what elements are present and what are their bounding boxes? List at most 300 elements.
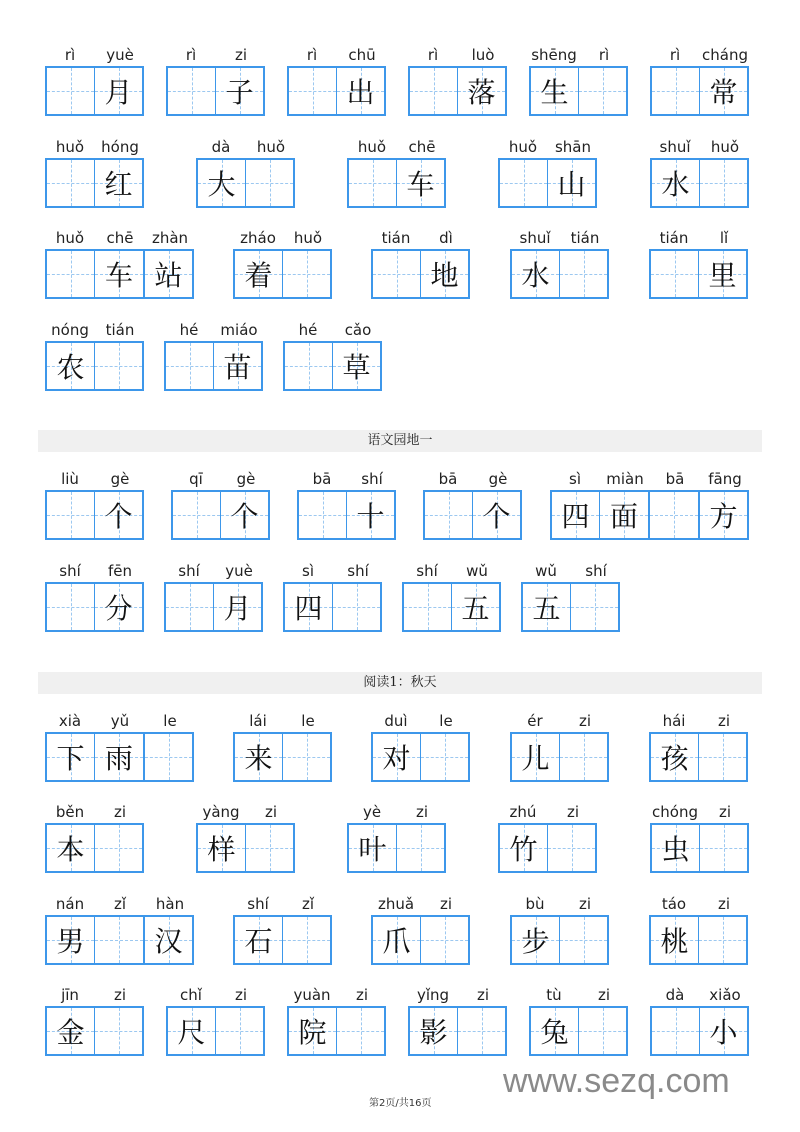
- tianzige-box-filled: [521, 582, 571, 632]
- hanzi-char: 农: [56, 351, 85, 384]
- tianzige-box-blank[interactable]: [650, 66, 700, 116]
- pinyin-label: wǔ: [466, 562, 488, 580]
- char-cell: [649, 893, 699, 965]
- tianzige-box-filled: [699, 490, 749, 540]
- char-cell: [650, 44, 700, 116]
- pinyin-label: zi: [717, 712, 731, 730]
- tianzige-box-blank[interactable]: [396, 823, 446, 873]
- tianzige-box-filled: [650, 823, 700, 873]
- pinyin-label: hàn: [155, 895, 185, 913]
- char-cell: [166, 44, 216, 116]
- char-cell: [216, 44, 266, 116]
- pinyin-label: huǒ: [55, 138, 85, 156]
- hanzi-char: 院: [298, 1016, 327, 1049]
- char-cell: [347, 468, 397, 540]
- pinyin-label: yǐng: [416, 986, 450, 1004]
- hanzi-char: 站: [154, 259, 183, 292]
- hanzi-char: [699, 734, 746, 780]
- tianzige-box-filled: [396, 158, 446, 208]
- tianzige-box-filled: [371, 732, 421, 782]
- char-cell: [579, 44, 629, 116]
- tianzige-box-blank[interactable]: [94, 823, 144, 873]
- char-cell: [371, 893, 421, 965]
- tianzige-box-blank[interactable]: [698, 915, 748, 965]
- tianzige-box-blank[interactable]: [649, 490, 699, 540]
- word-group: [371, 893, 471, 965]
- char-cell: [571, 560, 621, 632]
- tianzige-box-filled: [213, 341, 263, 391]
- pinyin-label: shí: [178, 562, 200, 580]
- char-cell: [283, 227, 333, 299]
- hanzi-char: [500, 160, 547, 206]
- tianzige-box-blank[interactable]: [245, 158, 295, 208]
- tianzige-box-blank[interactable]: [215, 1006, 265, 1056]
- tianzige-box-blank[interactable]: [282, 249, 332, 299]
- char-cell: [233, 893, 283, 965]
- tianzige-box-filled: [166, 1006, 216, 1056]
- tianzige-box-blank[interactable]: [570, 582, 620, 632]
- char-cell: [498, 136, 548, 208]
- tianzige-box-blank[interactable]: [45, 66, 95, 116]
- char-cell: [408, 984, 458, 1056]
- char-cell: [699, 227, 749, 299]
- char-cell: [510, 227, 560, 299]
- char-cell: [233, 227, 283, 299]
- hanzi-char: [47, 160, 94, 206]
- tianzige-box-filled: [94, 158, 144, 208]
- char-cell: [347, 136, 397, 208]
- hanzi-char: [650, 492, 698, 538]
- tianzige-box-blank[interactable]: [559, 915, 609, 965]
- tianzige-box-blank[interactable]: [94, 341, 144, 391]
- char-cell: [45, 560, 95, 632]
- char-cell: [402, 560, 452, 632]
- hanzi-char: 尺: [177, 1016, 206, 1049]
- pinyin-label: zi: [355, 986, 369, 1004]
- hanzi-char: [166, 584, 213, 630]
- pinyin-label: hé: [179, 321, 199, 339]
- word-group: [510, 893, 610, 965]
- hanzi-char: 子: [225, 76, 254, 109]
- word-group: [371, 227, 471, 299]
- char-cell: [145, 893, 195, 965]
- tianzige-box-filled: [347, 823, 397, 873]
- char-cell: [45, 893, 95, 965]
- tianzige-box-filled: [451, 582, 501, 632]
- char-cell: [333, 560, 383, 632]
- hanzi-char: [652, 68, 699, 114]
- char-cell: [283, 319, 333, 391]
- word-group: [408, 984, 508, 1056]
- hanzi-char: 四: [561, 500, 590, 533]
- word-group: [510, 710, 610, 782]
- tianzige-box-blank[interactable]: [336, 1006, 386, 1056]
- char-cell: [95, 984, 145, 1056]
- tianzige-box-filled: [233, 915, 283, 965]
- hanzi-char: 步: [521, 925, 550, 958]
- pinyin-label: dà: [665, 986, 685, 1004]
- pinyin-label: luò: [471, 46, 495, 64]
- tianzige-box-blank[interactable]: [171, 490, 221, 540]
- hanzi-char: 大: [207, 168, 236, 201]
- word-group: [650, 44, 750, 116]
- hanzi-char: [700, 825, 747, 871]
- hanzi-char: 爪: [382, 925, 411, 958]
- tianzige-box-filled: [94, 249, 144, 299]
- hanzi-char: [47, 584, 94, 630]
- tianzige-box-blank[interactable]: [559, 732, 609, 782]
- hanzi-char: 生: [540, 76, 569, 109]
- char-cell: [397, 801, 447, 873]
- tianzige-box-filled: [233, 732, 283, 782]
- tianzige-box-filled: [698, 249, 748, 299]
- pinyin-label: chóng: [652, 803, 698, 821]
- char-cell: [560, 227, 610, 299]
- char-cell: [45, 801, 95, 873]
- pinyin-label: zi: [415, 803, 429, 821]
- hanzi-char: 常: [709, 76, 738, 109]
- char-cell: [650, 984, 700, 1056]
- word-group: [233, 227, 333, 299]
- char-cell: [283, 893, 333, 965]
- tianzige-box-blank[interactable]: [166, 66, 216, 116]
- word-group: [283, 319, 383, 391]
- pinyin-label: shí: [59, 562, 81, 580]
- tianzige-box-blank[interactable]: [144, 732, 194, 782]
- tianzige-box-blank[interactable]: [283, 341, 333, 391]
- tianzige-box-blank[interactable]: [164, 341, 214, 391]
- char-cell: [221, 468, 271, 540]
- hanzi-char: 雨: [104, 742, 133, 775]
- hanzi-char: [404, 584, 451, 630]
- hanzi-char: [421, 734, 468, 780]
- tianzige-box-blank[interactable]: [457, 1006, 507, 1056]
- tianzige-box-blank[interactable]: [332, 582, 382, 632]
- pinyin-label: rì: [427, 46, 439, 64]
- hanzi-char: 叶: [358, 833, 387, 866]
- tianzige-box-filled: [94, 66, 144, 116]
- word-group: [45, 319, 145, 391]
- char-cell: [700, 44, 750, 116]
- tianzige-box-filled: [94, 490, 144, 540]
- tianzige-box-filled: [45, 732, 95, 782]
- tianzige-box-filled: [371, 915, 421, 965]
- tianzige-box-blank[interactable]: [287, 66, 337, 116]
- tianzige-box-blank[interactable]: [94, 915, 144, 965]
- hanzi-char: [95, 343, 142, 389]
- pinyin-label: fāng: [708, 470, 742, 488]
- char-cell: [458, 984, 508, 1056]
- word-group: [498, 801, 598, 873]
- tianzige-box-filled: [332, 341, 382, 391]
- tianzige-box-blank[interactable]: [559, 249, 609, 299]
- page-number: 第2页/共16页: [369, 1098, 432, 1109]
- tianzige-box-filled: [213, 582, 263, 632]
- char-cell: [560, 710, 610, 782]
- pinyin-label: lǐ: [719, 229, 729, 247]
- pinyin-label: huǒ: [710, 138, 740, 156]
- pinyin-label: zi: [234, 986, 248, 1004]
- pinyin-label: zǐ: [301, 895, 315, 913]
- char-cell: [246, 136, 296, 208]
- hanzi-char: 方: [709, 500, 738, 533]
- hanzi-char: 个: [104, 500, 133, 533]
- hanzi-char: [397, 825, 444, 871]
- pinyin-label: sì: [569, 470, 581, 488]
- hanzi-char: 面: [609, 500, 638, 533]
- hanzi-char: 儿: [521, 742, 550, 775]
- tianzige-box-blank[interactable]: [420, 732, 470, 782]
- char-cell: [700, 136, 750, 208]
- tianzige-box-blank[interactable]: [578, 66, 628, 116]
- hanzi-char: 下: [56, 742, 85, 775]
- pinyin-label: hé: [298, 321, 318, 339]
- char-cell: [600, 468, 650, 540]
- pinyin-label: le: [439, 712, 453, 730]
- word-group: [166, 44, 266, 116]
- tianzige-box-blank[interactable]: [498, 158, 548, 208]
- pinyin-label: shēng: [531, 46, 577, 64]
- hanzi-char: 车: [104, 259, 133, 292]
- hanzi-char: 着: [244, 259, 273, 292]
- pinyin-label: huǒ: [508, 138, 538, 156]
- pinyin-label: bù: [525, 895, 545, 913]
- tianzige-box-blank[interactable]: [578, 1006, 628, 1056]
- tianzige-box-blank[interactable]: [297, 490, 347, 540]
- char-cell: [45, 44, 95, 116]
- pinyin-label: miáo: [220, 321, 258, 339]
- pinyin-label: zi: [439, 895, 453, 913]
- hanzi-char: [283, 917, 330, 963]
- char-cell: [287, 984, 337, 1056]
- hanzi-char: 五: [461, 592, 490, 625]
- char-cell: [649, 227, 699, 299]
- tianzige-box-filled: [196, 823, 246, 873]
- pinyin-label: zi: [476, 986, 490, 1004]
- word-group: [45, 710, 195, 782]
- char-cell: [408, 44, 458, 116]
- hanzi-char: [373, 251, 420, 297]
- tianzige-box-filled: [233, 249, 283, 299]
- char-cell: [649, 710, 699, 782]
- tianzige-box-blank[interactable]: [282, 915, 332, 965]
- tianzige-box-blank[interactable]: [408, 66, 458, 116]
- pinyin-label: zi: [113, 803, 127, 821]
- pinyin-label: xiǎo: [709, 986, 741, 1004]
- hanzi-char: [571, 584, 618, 630]
- hanzi-char: [299, 492, 346, 538]
- char-cell: [337, 44, 387, 116]
- char-cell: [95, 44, 145, 116]
- pinyin-label: zi: [578, 712, 592, 730]
- pinyin-label: huǒ: [55, 229, 85, 247]
- hanzi-char: 汉: [154, 925, 183, 958]
- char-cell: [45, 984, 95, 1056]
- char-cell: [397, 136, 447, 208]
- pinyin-label: xià: [58, 712, 82, 730]
- hanzi-char: [560, 917, 607, 963]
- char-cell: [216, 984, 266, 1056]
- word-group: [45, 801, 145, 873]
- hanzi-char: 月: [223, 592, 252, 625]
- hanzi-char: 苗: [223, 351, 252, 384]
- tianzige-box-filled: [408, 1006, 458, 1056]
- hanzi-char: [95, 1008, 142, 1054]
- pinyin-label: shí: [347, 562, 369, 580]
- pinyin-label: zhuǎ: [377, 895, 415, 913]
- hanzi-char: [47, 251, 94, 297]
- tianzige-box-blank[interactable]: [371, 249, 421, 299]
- tianzige-box-filled: [336, 66, 386, 116]
- hanzi-char: [652, 1008, 699, 1054]
- pinyin-label: huǒ: [357, 138, 387, 156]
- tianzige-box-blank[interactable]: [649, 249, 699, 299]
- watermark: www.sezq.com: [503, 1062, 730, 1100]
- hanzi-char: [579, 68, 626, 114]
- tianzige-box-blank[interactable]: [45, 582, 95, 632]
- hanzi-char: [145, 734, 192, 780]
- char-cell: [473, 468, 523, 540]
- pinyin-label: tián: [105, 321, 135, 339]
- char-cell: [297, 468, 347, 540]
- hanzi-char: 地: [430, 259, 459, 292]
- tianzige-box-blank[interactable]: [347, 158, 397, 208]
- tianzige-box-blank[interactable]: [45, 158, 95, 208]
- char-cell: [246, 801, 296, 873]
- hanzi-char: 草: [342, 351, 371, 384]
- hanzi-char: 五: [532, 592, 561, 625]
- word-group: [196, 136, 296, 208]
- char-cell: [45, 227, 95, 299]
- pinyin-label: lái: [249, 712, 267, 730]
- word-group: [287, 44, 387, 116]
- pinyin-label: zi: [718, 803, 732, 821]
- hanzi-char: [289, 68, 336, 114]
- tianzige-box-blank[interactable]: [94, 1006, 144, 1056]
- pinyin-label: zi: [264, 803, 278, 821]
- char-cell: [164, 319, 214, 391]
- hanzi-char: [333, 584, 380, 630]
- pinyin-label: rì: [185, 46, 197, 64]
- hanzi-char: [425, 492, 472, 538]
- tianzige-box-blank[interactable]: [45, 490, 95, 540]
- word-group: [164, 319, 264, 391]
- tianzige-box-filled: [94, 732, 144, 782]
- char-cell: [45, 136, 95, 208]
- pinyin-label: yuàn: [293, 986, 331, 1004]
- char-cell: [548, 136, 598, 208]
- word-group: [297, 468, 397, 540]
- word-group: [45, 44, 145, 116]
- tianzige-box-blank[interactable]: [650, 1006, 700, 1056]
- pinyin-label: chē: [408, 138, 436, 156]
- tianzige-box-filled: [498, 823, 548, 873]
- char-cell: [145, 227, 195, 299]
- pinyin-label: tián: [659, 229, 689, 247]
- hanzi-char: 男: [56, 925, 85, 958]
- tianzige-box-blank[interactable]: [420, 915, 470, 965]
- char-cell: [196, 136, 246, 208]
- hanzi-char: 个: [482, 500, 511, 533]
- pinyin-label: shuǐ: [519, 229, 551, 247]
- tianzige-box-blank[interactable]: [547, 823, 597, 873]
- word-group: [287, 984, 387, 1056]
- pinyin-label: duì: [384, 712, 408, 730]
- tianzige-box-filled: [699, 1006, 749, 1056]
- tianzige-box-filled: [45, 1006, 95, 1056]
- pinyin-label: chē: [106, 229, 134, 247]
- hanzi-char: [47, 492, 94, 538]
- tianzige-box-blank[interactable]: [402, 582, 452, 632]
- word-group: [529, 984, 629, 1056]
- tianzige-box-blank[interactable]: [45, 249, 95, 299]
- hanzi-char: [337, 1008, 384, 1054]
- hanzi-char: 石: [244, 925, 273, 958]
- tianzige-box-blank[interactable]: [282, 732, 332, 782]
- pinyin-label: cǎo: [344, 321, 372, 339]
- tianzige-box-blank[interactable]: [423, 490, 473, 540]
- char-cell: [95, 710, 145, 782]
- hanzi-char: 对: [382, 742, 411, 775]
- hanzi-char: 水: [521, 259, 550, 292]
- tianzige-box-blank[interactable]: [699, 823, 749, 873]
- tianzige-box-filled: [287, 1006, 337, 1056]
- tianzige-box-filled: [196, 158, 246, 208]
- word-group: [650, 136, 750, 208]
- tianzige-box-filled: [45, 341, 95, 391]
- word-group: [550, 468, 750, 540]
- hanzi-char: 来: [244, 742, 273, 775]
- char-cell: [498, 801, 548, 873]
- word-group: [371, 710, 471, 782]
- hanzi-char: [579, 1008, 626, 1054]
- hanzi-char: 个: [230, 500, 259, 533]
- char-cell: [650, 136, 700, 208]
- char-cell: [700, 468, 750, 540]
- char-cell: [371, 710, 421, 782]
- tianzige-box-blank[interactable]: [245, 823, 295, 873]
- pinyin-label: huǒ: [293, 229, 323, 247]
- pinyin-label: yàng: [202, 803, 240, 821]
- char-cell: [45, 710, 95, 782]
- hanzi-char: [421, 917, 468, 963]
- tianzige-box-filled: [529, 66, 579, 116]
- char-cell: [337, 984, 387, 1056]
- hanzi-char: 影: [419, 1016, 448, 1049]
- tianzige-box-filled: [420, 249, 470, 299]
- tianzige-box-blank[interactable]: [698, 732, 748, 782]
- pinyin-label: sì: [302, 562, 314, 580]
- pinyin-label: táo: [661, 895, 687, 913]
- pinyin-label: zǐ: [113, 895, 127, 913]
- tianzige-box-blank[interactable]: [164, 582, 214, 632]
- pinyin-label: dà: [211, 138, 231, 156]
- word-group: [45, 136, 145, 208]
- char-cell: [529, 44, 579, 116]
- hanzi-char: 四: [294, 592, 323, 625]
- char-cell: [95, 136, 145, 208]
- hanzi-char: [349, 160, 396, 206]
- word-group: [164, 560, 264, 632]
- char-cell: [699, 893, 749, 965]
- tianzige-box-filled: [550, 490, 600, 540]
- tianzige-box-blank[interactable]: [699, 158, 749, 208]
- hanzi-char: [95, 917, 143, 963]
- char-cell: [510, 710, 560, 782]
- char-cell: [650, 801, 700, 873]
- pinyin-label: yuè: [106, 46, 134, 64]
- char-cell: [145, 710, 195, 782]
